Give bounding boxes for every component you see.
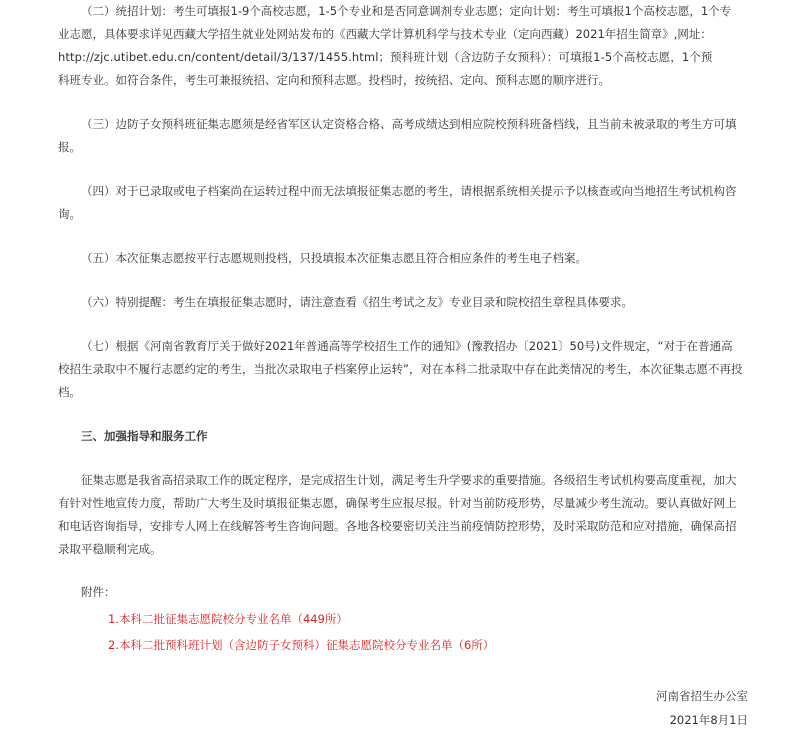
spacer — [58, 270, 748, 291]
section-3-line-1: 征集志愿是我省高招录取工作的既定程序，是完成招生计划，满足考生升学要求的重要措施。各级招生考试机构要高度重视，加大 — [81, 473, 737, 487]
section-heading: 三、加强指导和服务工作 — [81, 429, 208, 443]
issuer-name: 河南省招生办公室 — [656, 689, 748, 703]
section-3-paragraph — [58, 469, 748, 561]
paragraph-7 — [58, 335, 748, 404]
signoff — [58, 684, 748, 732]
attachment-link-2[interactable]: 2.本科二批预科班计划（含边防子女预科）征集志愿院校分专业名单（6所） — [108, 638, 495, 652]
section-3-line-3: 和电话咨询指导，安排专人网上在线解答考生咨询问题。各地各校要密切关注当前疫情防控形势，及时采取防范和应对措施，确保高招 — [58, 519, 737, 533]
paragraph-6-line-1: （六）特别提醒：考生在填报征集志愿时，请注意查看《招生考试之友》专业目录和院校招生章程具体要求。 — [81, 295, 633, 309]
spacer — [58, 92, 748, 113]
paragraph-2-line-4: 科班专业。如符合条件，考生可兼报统招、定向和预科志愿。投档时，按统招、定向、预科志愿的顺序进行。 — [58, 73, 610, 87]
paragraph-5 — [58, 247, 748, 270]
section-3-line-2: 有针对性地宣传力度，帮助广大考生及时填报征集志愿，确保考生应报尽报。针对当前防疫形势，尽量减少考生流动。要认真做好网上 — [58, 496, 737, 510]
paragraph-3-line-1: （三）边防子女预科班征集志愿须是经省军区认定资格合格、高考成绩达到相应院校预科班备档线，且当前未被录取的考生方可填 — [81, 117, 737, 131]
attachments-list — [58, 606, 748, 658]
attachments-label: 附件： — [81, 585, 116, 599]
spacer — [58, 448, 748, 469]
spacer — [58, 658, 748, 684]
paragraph-6 — [58, 291, 748, 314]
paragraph-7-line-3: 档。 — [58, 385, 81, 399]
spacer — [58, 404, 748, 425]
paragraph-2-line-3: http://zjc.utibet.edu.cn/content/detail/3/137/1455.html；预科班计划（含边防子女预科）：可填报1-5个高校志愿，1个预 — [58, 50, 713, 64]
paragraph-7-line-1: （七）根据《河南省教育厅关于做好2021年普通高等学校招生工作的通知》(豫教招办〔2021〕50号)文件规定，“对于在普通高 — [81, 339, 733, 353]
paragraph-4-line-1: （四）对于已录取或电子档案尚在运转过程中而无法填报征集志愿的考生，请根据系统相关提示予以核查或向当地招生考试机构咨 — [81, 184, 737, 198]
paragraph-2-line-1: （二）统招计划：考生可填报1-9个高校志愿，1-5个专业和是否同意调剂专业志愿；定向计划：考生可填报1个高校志愿，1个专 — [81, 4, 732, 18]
paragraph-3 — [58, 113, 748, 159]
paragraph-5-line-1: （五）本次征集志愿按平行志愿规则投档，只投填报本次征集志愿且符合相应条件的考生电子档案。 — [81, 251, 587, 265]
section-3-line-4: 录取平稳顺利完成。 — [58, 542, 162, 556]
paragraph-7-line-2: 校招生录取中不履行志愿约定的考生，当批次录取电子档案停止运转”，对在本科二批录取中存在此类情况的考生，本次征集志愿不再投 — [58, 362, 743, 376]
article-body — [58, 0, 748, 732]
paragraph-4-line-2: 询。 — [58, 207, 81, 221]
paragraph-2 — [58, 0, 748, 92]
attachment-link-1[interactable]: 1.本科二批征集志愿院校分专业名单（449所） — [108, 612, 348, 626]
spacer — [58, 314, 748, 335]
spacer — [58, 226, 748, 247]
paragraph-2-line-2: 业志愿，具体要求详见西藏大学招生就业处网站发布的《西藏大学计算机科学与技术专业（定向西藏）2021年招生简章》,网址： — [58, 27, 712, 41]
paragraph-3-line-2: 报。 — [58, 140, 81, 154]
issue-date: 2021年8月1日 — [669, 713, 748, 727]
spacer — [58, 561, 748, 581]
spacer — [58, 159, 748, 180]
paragraph-4 — [58, 180, 748, 226]
